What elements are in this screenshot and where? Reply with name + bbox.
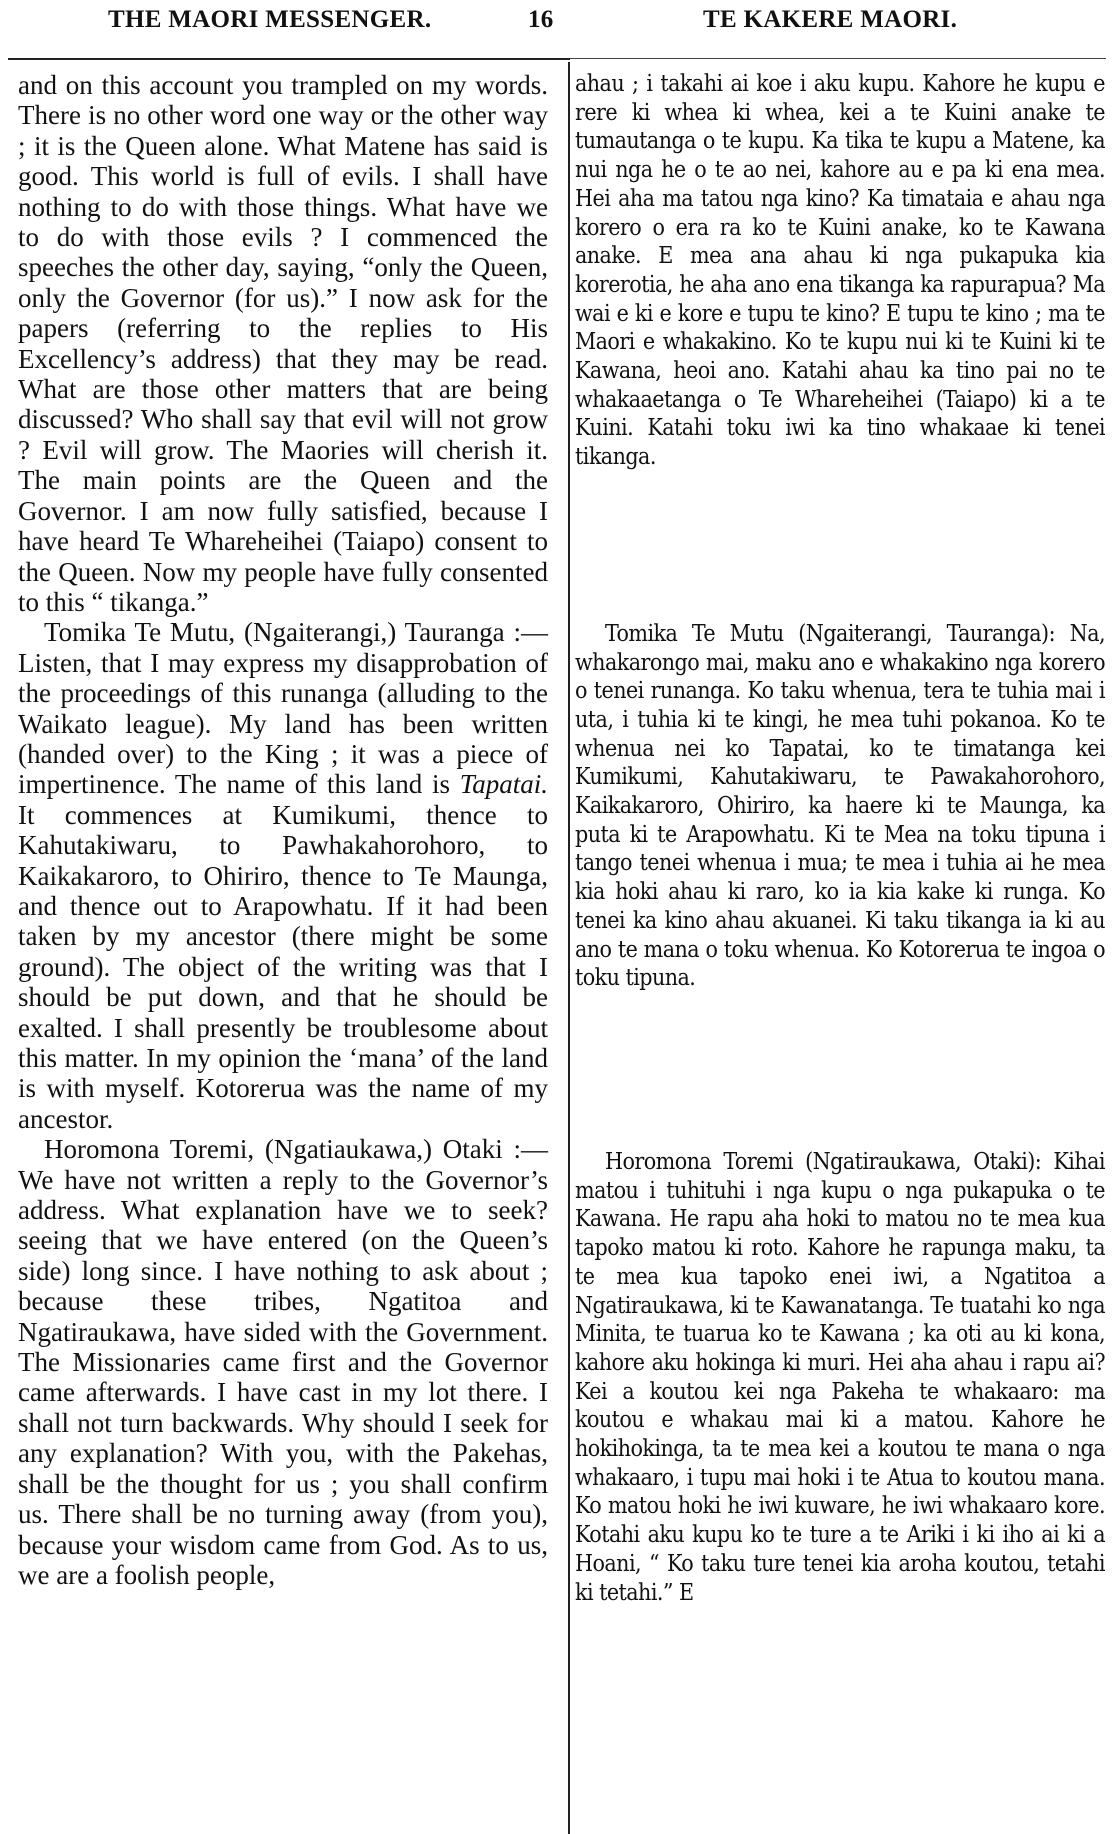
maori-paragraph-1: ahau ; i takahi ai koe i aku kupu. Kahore he kupu e rere ki whea ki whea, kei a te Kuini anake te tumautanga o te kupu. Ka tika te kupu a Matene, ka nui nga he o te ao nei, kahore au e pa ki ena mea. Hei aha ma tatou nga kino? Ka timataia e ahau nga korero o era ra ko te Kuini anake, ko te Kawana anake. E mea ana ahau ki nga pukapuka kia korerotia, he aha ano ena tikanga ka rapurapua? Ma wai e ki e kore e tupu te kino? E tupu te kino ; ma te Maori e whakakino. Ko te kupu nui ki te Kuini ki te Kawana, heoi ano. Katahi ahau ka tino pai no te whakaaetanga o Te Whareheihei (Taiapo) ki a te Kuini. Katahi toku iwi ka tino whakaae ki tenei tikanga. (575, 71, 1105, 471)
header-rule-right (570, 58, 1106, 59)
maori-paragraph-horomona: Horomona Toremi (Ngatiraukawa, Otaki): Kihai matou i tuhituhi i nga kupu o nga pukapuka o te Kawana. He rapu aha hoki to matou no te mea kua tapoko matou ki roto. Kahore he rapunga maku, ta te mea kua tapoko enei iwi, a Ngatitoa a Ngatiraukawa, ki te Kawanatanga. Te tuatahi ko nga Minita, te tuarua ko te Kawana ; ka oti au ki kona, kahore aku hokinga ki muri. Hei aha ahau i rapu ai? Kei a koutou kei nga Pakeha te whakaaro: ma koutou e whakau mai ki a matou. Kahore he hokihokinga, ta te mea kei a koutou te mana o nga whakaaro, i tupu mai hoki i te Atua to koutou mana. Ko matou hoki he iwi kuware, he iwi whakaaro kore. Kotahi aku kupu ko te ture a te Ariki i ki iho ai ki a Hoani, “ Ko taku ture tenei kia aroha koutou, tetahi ki tetahi.” E (575, 1148, 1105, 1606)
english-tomika-text-a: Tomika Te Mutu, (Ngaiterangi,) Tauranga :—Listen, that I may express my disapprobation of the proceedings of this runanga (alluding to the Waikato league). My land has been written (handed over) to the King ; it was a piece of impertinence. The name of this land is (18, 617, 548, 800)
maori-masthead: TE KAKERE MAORI. (703, 6, 958, 33)
header-rule-left (8, 58, 570, 60)
column-gap (575, 993, 1105, 1148)
english-paragraph-1: and on this account you trampled on my words. There is no other word one way or the other way ; it is the Queen alone. What Matene has said is good. This world is full of evils. I shall have nothing to do with those things. What have we to do with those evils ? I commenced the speeches the other day, saying, “only the Queen, only the Governor (for us).” I now ask for the papers (referring to the replies to His Excellency’s address) that they may be read. What are those other matters that are being discussed? Who shall say that evil will not grow ? Evil will grow. The Maories will cherish it. The main points are the Queen and the Governor. I am now fully satisfied, because I have heard Te Whareheihei (Taiapo) consent to the Queen. Now my people have fully consented to this “ tikanga.” (18, 70, 548, 617)
column-gap (575, 472, 1105, 620)
english-paragraph-tomika (18, 617, 548, 1134)
english-column (18, 70, 548, 1590)
english-tomika-text-b: It commences at Kumikumi, thence to Kahutakiwaru, to Pawhakahorohoro, to Kaikakaroro, to Ohiriro, thence to Te Maunga, and thence out to Arapowhatu. If it had been taken by my ancestor (there might be some ground). The object of the writing was that I should be put down, and that he should be exalted. I shall presently be troublesome about this matter. In my opinion the ‘mana’ of the land is with myself. Kotorerua was the name of my ancestor. (18, 799, 548, 1134)
page-number: 16 (528, 6, 554, 33)
column-divider (568, 62, 570, 1834)
english-paragraph-horomona: Horomona Toremi, (Ngatiaukawa,) Otaki :—We have not written a reply to the Governor’s address. What explanation have we to seek? seeing that we have entered (on the Queen’s side) long since. I have nothing to ask about ; because these tribes, Ngatitoa and Ngatiraukawa, have sided with the Government. The Missionaries came first and the Governor came afterwards. I have cast in my lot there. I shall not turn backwards. Why should I seek for any explanation? With you, with the Pakehas, shall be the thought for us ; you shall confirm us. There shall be no turning away (from you), because your wisdom came from God. As to us, we are a foolish people, (18, 1134, 548, 1590)
english-masthead: THE MAORI MESSENGER. (108, 6, 432, 33)
maori-paragraph-tomika: Tomika Te Mutu (Ngaiterangi, Tauranga): Na, whakarongo mai, maku ano e whakakino nga korero o tenei runanga. Ko taku whenua, tera te tuhia mai i uta, i tuhia ki te kingi, he mea tuhi pokanoa. Ko te whenua nei ko Tapatai, ko te timatanga kei Kumikumi, Kahutakiwaru, te Pawakahorohoro, Kaikakaroro, Ohiriro, ka haere ki te Maunga, ka puta ki te Arapowhatu. Ki te Mea na toku tipuna i tango tenei whenua i mua; te mea i tuhia ai he mea kia hoki ahau ki raro, ko ia kia kake ki runga. Ko tenei ka kino ahau akuanei. Ki taku tikanga ia ki au ano te mana o toku whenua. Ko Kotorerua te ingoa o toku tipuna. (575, 620, 1105, 992)
land-name-tapatai: Tapatai. (459, 769, 548, 800)
page-header (0, 0, 1114, 62)
maori-column (575, 70, 1105, 1607)
